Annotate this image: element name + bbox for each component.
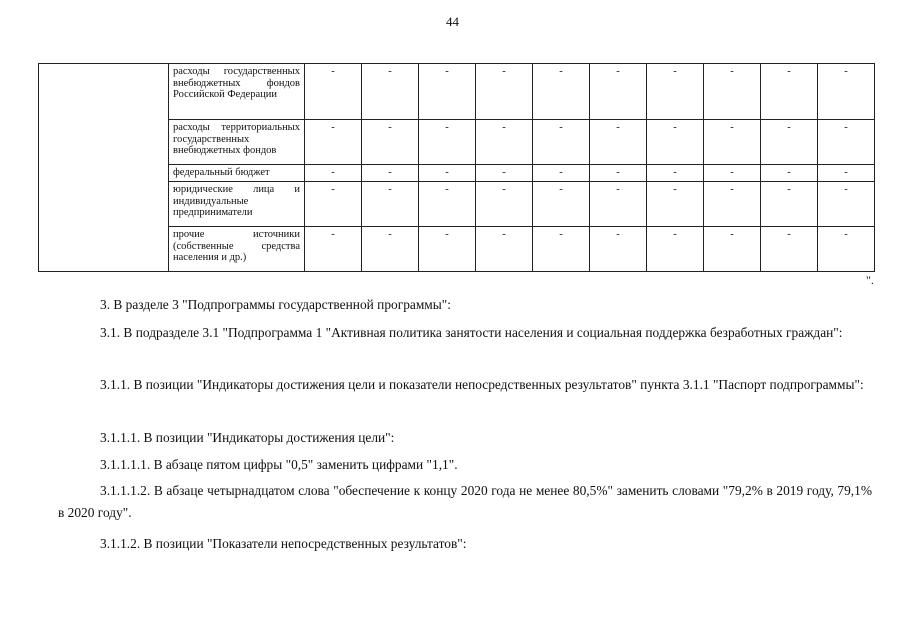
value-cell: - — [590, 120, 647, 165]
value-cell: - — [419, 64, 476, 120]
value-cell: - — [419, 165, 476, 182]
value-cell: - — [647, 182, 704, 227]
value-cell: - — [533, 120, 590, 165]
value-cell: - — [647, 64, 704, 120]
value-cell: - — [590, 64, 647, 120]
value-cell: - — [761, 165, 818, 182]
value-cell: - — [533, 227, 590, 272]
paragraph-3-1: 3.1. В подразделе 3.1 "Подпрограмма 1 "Активная политика занятости населения и социальная поддержка безработных граждан": — [100, 325, 843, 340]
table-row — [39, 64, 875, 120]
funding-source-cell: расходы территориальных государственных внебюджетных фондов — [169, 120, 305, 165]
paragraph-3-1-1-1-1: 3.1.1.1.1. В абзаце пятом цифры "0,5" заменить цифрами "1,1". — [100, 457, 458, 472]
value-cell: - — [533, 182, 590, 227]
value-cell: - — [476, 227, 533, 272]
value-cell: - — [704, 227, 761, 272]
funding-source-cell: прочие источники (собственные средства населения и др.) — [169, 227, 305, 272]
value-cell: - — [590, 165, 647, 182]
value-cell: - — [818, 227, 875, 272]
value-cell: - — [704, 182, 761, 227]
paragraph-3-1-1: 3.1.1. В позиции "Индикаторы достижения цели и показатели непосредственных результатов" пункта 3.1.1 "Паспорт подпрограммы": — [100, 377, 864, 392]
paragraph-section-3: 3. В разделе 3 "Подпрограммы государственной программы": — [100, 297, 451, 312]
value-cell: - — [419, 182, 476, 227]
value-cell: - — [362, 120, 419, 165]
value-cell: - — [704, 64, 761, 120]
value-cell: - — [419, 227, 476, 272]
value-cell: - — [761, 182, 818, 227]
value-cell: - — [761, 64, 818, 120]
value-cell: - — [818, 182, 875, 227]
value-cell: - — [362, 165, 419, 182]
value-cell: - — [704, 165, 761, 182]
funding-source-cell: расходы государственных внебюджетных фондов Российской Федерации — [169, 64, 305, 120]
value-cell: - — [305, 182, 362, 227]
value-cell: - — [647, 120, 704, 165]
value-cell: - — [476, 120, 533, 165]
value-cell: - — [647, 165, 704, 182]
funding-source-cell: юридические лица и индивидуальные предприниматели — [169, 182, 305, 227]
value-cell: - — [590, 182, 647, 227]
value-cell: - — [305, 64, 362, 120]
merged-empty-cell — [39, 64, 169, 272]
value-cell: - — [533, 64, 590, 120]
value-cell: - — [476, 165, 533, 182]
value-cell: - — [476, 64, 533, 120]
page-number: 44 — [446, 14, 459, 29]
value-cell: - — [362, 227, 419, 272]
value-cell: - — [761, 227, 818, 272]
value-cell: - — [533, 165, 590, 182]
value-cell: - — [647, 227, 704, 272]
value-cell: - — [761, 120, 818, 165]
funding-sources-table — [38, 63, 875, 272]
paragraph-3-1-1-2: 3.1.1.2. В позиции "Показатели непосредственных результатов": — [100, 536, 467, 551]
closing-quote: ". — [866, 273, 874, 287]
value-cell: - — [590, 227, 647, 272]
funding-source-cell: федеральный бюджет — [169, 165, 305, 182]
value-cell: - — [362, 182, 419, 227]
paragraph-3-1-1-1: 3.1.1.1. В позиции "Индикаторы достижения цели": — [100, 430, 395, 445]
paragraph-3-1-1-1-2: 3.1.1.1.2. В абзаце четырнадцатом слова "обеспечение к концу 2020 года не менее 80,5%" заменить словами "79,2% в 2019 году, 79,1% в 2020 году". — [58, 483, 872, 520]
value-cell: - — [704, 120, 761, 165]
value-cell: - — [818, 64, 875, 120]
value-cell: - — [476, 182, 533, 227]
value-cell: - — [818, 120, 875, 165]
value-cell: - — [818, 165, 875, 182]
value-cell: - — [305, 120, 362, 165]
value-cell: - — [305, 165, 362, 182]
value-cell: - — [362, 64, 419, 120]
value-cell: - — [419, 120, 476, 165]
value-cell: - — [305, 227, 362, 272]
